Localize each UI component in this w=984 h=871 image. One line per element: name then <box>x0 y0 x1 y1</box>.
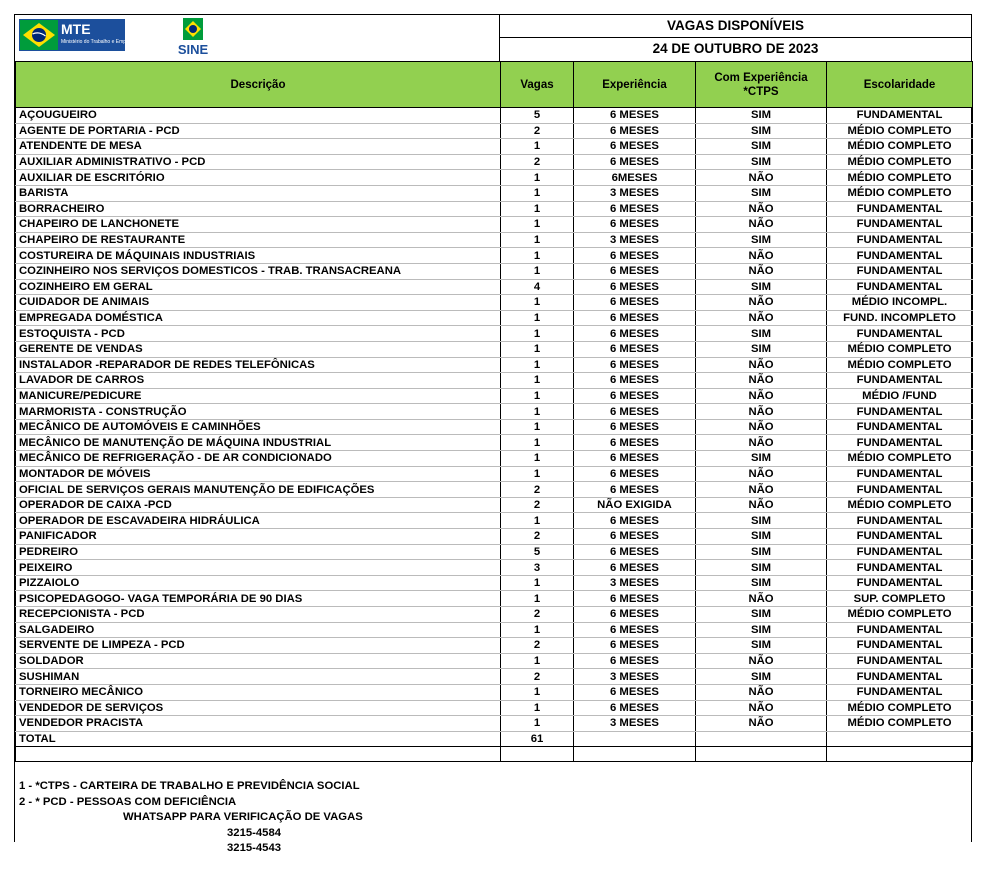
cell-experiencia: 6 MESES <box>574 607 696 623</box>
cell-escolaridade: MÉDIO COMPLETO <box>827 451 973 467</box>
cell-escolaridade: FUNDAMENTAL <box>827 248 973 264</box>
cell-experiencia: 6 MESES <box>574 700 696 716</box>
cell-descricao: VENDEDOR DE SERVIÇOS <box>16 700 501 716</box>
cell-ctps: NÃO <box>696 482 827 498</box>
table-row <box>16 700 973 716</box>
cell-experiencia: 6 MESES <box>574 622 696 638</box>
total-value: 61 <box>501 731 574 747</box>
footnotes <box>19 779 619 857</box>
cell-experiencia: 6 MESES <box>574 139 696 155</box>
cell-escolaridade: FUNDAMENTAL <box>827 684 973 700</box>
cell-escolaridade: MÉDIO COMPLETO <box>827 716 973 732</box>
cell-ctps: NÃO <box>696 373 827 389</box>
cell-experiencia: 6 MESES <box>574 684 696 700</box>
svg-text:Ministério do Trabalho e Empre: Ministério do Trabalho e Emprego <box>61 39 137 45</box>
cell-vagas: 5 <box>501 544 574 560</box>
cell-descricao: AUXILIAR ADMINISTRATIVO - PCD <box>16 154 501 170</box>
cell-ctps: SIM <box>696 544 827 560</box>
cell-experiencia: 6 MESES <box>574 341 696 357</box>
table-row <box>16 684 973 700</box>
cell-escolaridade: MÉDIO COMPLETO <box>827 139 973 155</box>
cell-escolaridade: MÉDIO /FUND <box>827 388 973 404</box>
cell-experiencia: 6 MESES <box>574 466 696 482</box>
table-row <box>16 279 973 295</box>
column-header-vagas: Vagas <box>501 62 574 108</box>
cell-experiencia: 6 MESES <box>574 544 696 560</box>
cell-escolaridade: FUNDAMENTAL <box>827 544 973 560</box>
cell-descricao: LAVADOR DE CARROS <box>16 373 501 389</box>
total-row <box>16 731 973 747</box>
cell-descricao: CUIDADOR DE ANIMAIS <box>16 295 501 311</box>
cell-experiencia: 6 MESES <box>574 108 696 124</box>
cell-escolaridade: FUNDAMENTAL <box>827 513 973 529</box>
cell-experiencia: 6 MESES <box>574 295 696 311</box>
cell-experiencia: 6 MESES <box>574 482 696 498</box>
cell-vagas: 3 <box>501 560 574 576</box>
cell-escolaridade: MÉDIO COMPLETO <box>827 123 973 139</box>
table-row <box>16 232 973 248</box>
sine-logo <box>169 17 217 57</box>
cell-ctps: NÃO <box>696 388 827 404</box>
cell-descricao: PEIXEIRO <box>16 560 501 576</box>
empty-cell <box>696 747 827 762</box>
cell-ctps: SIM <box>696 607 827 623</box>
cell-experiencia: 6 MESES <box>574 529 696 545</box>
cell-vagas: 1 <box>501 263 574 279</box>
cell-vagas: 4 <box>501 279 574 295</box>
cell-ctps: NÃO <box>696 419 827 435</box>
table-row <box>16 451 973 467</box>
cell-experiencia: 6 MESES <box>574 201 696 217</box>
cell-experiencia: 6 MESES <box>574 154 696 170</box>
cell-descricao: EMPREGADA DOMÉSTICA <box>16 310 501 326</box>
title-area <box>499 15 971 61</box>
column-header-ctps: Com Experiência *CTPS <box>696 62 827 108</box>
cell-vagas: 1 <box>501 139 574 155</box>
table-body <box>16 108 973 762</box>
cell-descricao: PANIFICADOR <box>16 529 501 545</box>
cell-ctps: SIM <box>696 451 827 467</box>
cell-ctps: NÃO <box>696 201 827 217</box>
cell-vagas: 1 <box>501 622 574 638</box>
cell-escolaridade: MÉDIO COMPLETO <box>827 154 973 170</box>
cell-vagas: 2 <box>501 638 574 654</box>
cell-descricao: PSICOPEDAGOGO- VAGA TEMPORÁRIA DE 90 DIAS <box>16 591 501 607</box>
cell-experiencia: 3 MESES <box>574 232 696 248</box>
cell-vagas: 2 <box>501 607 574 623</box>
cell-vagas: 1 <box>501 513 574 529</box>
cell-ctps: NÃO <box>696 357 827 373</box>
cell-experiencia: 6 MESES <box>574 560 696 576</box>
vacancies-table <box>15 61 973 762</box>
cell-ctps: SIM <box>696 279 827 295</box>
cell-ctps: NÃO <box>696 170 827 186</box>
cell-vagas: 1 <box>501 435 574 451</box>
cell-descricao: GERENTE DE VENDAS <box>16 341 501 357</box>
table-row <box>16 560 973 576</box>
cell-ctps: NÃO <box>696 700 827 716</box>
table-row <box>16 544 973 560</box>
table-row <box>16 435 973 451</box>
cell-ctps: SIM <box>696 575 827 591</box>
cell-descricao: MECÂNICO DE MANUTENÇÃO DE MÁQUINA INDUSTRIAL <box>16 435 501 451</box>
cell-descricao: PIZZAIOLO <box>16 575 501 591</box>
cell-escolaridade: FUNDAMENTAL <box>827 653 973 669</box>
cell-descricao: PEDREIRO <box>16 544 501 560</box>
cell-escolaridade: FUNDAMENTAL <box>827 482 973 498</box>
table-row <box>16 326 973 342</box>
logo-area <box>15 15 499 61</box>
cell-vagas: 2 <box>501 482 574 498</box>
cell-escolaridade: FUNDAMENTAL <box>827 201 973 217</box>
cell-descricao: ESTOQUISTA - PCD <box>16 326 501 342</box>
empty-cell <box>501 747 574 762</box>
cell-escolaridade: FUNDAMENTAL <box>827 279 973 295</box>
cell-ctps: SIM <box>696 185 827 201</box>
cell-vagas: 1 <box>501 357 574 373</box>
cell-escolaridade: FUNDAMENTAL <box>827 466 973 482</box>
cell-ctps: NÃO <box>696 295 827 311</box>
cell-descricao: COSTUREIRA DE MÁQUINAIS INDUSTRIAIS <box>16 248 501 264</box>
phone-number: 3215-4543 <box>227 842 282 854</box>
cell-escolaridade: MÉDIO COMPLETO <box>827 700 973 716</box>
svg-text:SINE: SINE <box>177 42 209 57</box>
cell-descricao: MECÂNICO DE REFRIGERAÇÃO - DE AR CONDICIONADO <box>16 451 501 467</box>
cell-descricao: CHAPEIRO DE LANCHONETE <box>16 217 501 233</box>
cell-ctps: SIM <box>696 341 827 357</box>
table-row <box>16 529 973 545</box>
blank-row <box>16 747 973 762</box>
cell-experiencia: 3 MESES <box>574 185 696 201</box>
job-vacancies-sheet <box>14 14 972 854</box>
note-ctps: 1 - *CTPS - CARTEIRA DE TRABALHO E PREVIDÊNCIA SOCIAL <box>19 780 360 792</box>
cell-vagas: 1 <box>501 310 574 326</box>
cell-ctps: SIM <box>696 669 827 685</box>
column-header-escolaridade: Escolaridade <box>827 62 973 108</box>
empty-cell <box>574 747 696 762</box>
cell-experiencia: 3 MESES <box>574 669 696 685</box>
cell-ctps: NÃO <box>696 497 827 513</box>
header <box>15 15 971 61</box>
cell-escolaridade: FUNDAMENTAL <box>827 560 973 576</box>
table-row <box>16 170 973 186</box>
cell-vagas: 1 <box>501 466 574 482</box>
page-title: VAGAS DISPONÍVEIS <box>666 18 805 33</box>
cell-descricao: ATENDENTE DE MESA <box>16 139 501 155</box>
cell-ctps: SIM <box>696 232 827 248</box>
cell-descricao: OPERADOR DE CAIXA -PCD <box>16 497 501 513</box>
cell-escolaridade: FUNDAMENTAL <box>827 232 973 248</box>
cell-experiencia: 6 MESES <box>574 248 696 264</box>
cell-descricao: RECEPCIONISTA - PCD <box>16 607 501 623</box>
cell-ctps: SIM <box>696 154 827 170</box>
cell-descricao: COZINHEIRO NOS SERVIÇOS DOMESTICOS - TRAB. TRANSACREANA <box>16 263 501 279</box>
empty-cell <box>827 731 973 747</box>
cell-vagas: 1 <box>501 591 574 607</box>
cell-ctps: NÃO <box>696 716 827 732</box>
cell-descricao: SUSHIMAN <box>16 669 501 685</box>
cell-vagas: 2 <box>501 669 574 685</box>
table-row <box>16 669 973 685</box>
cell-descricao: AUXILIAR DE ESCRITÓRIO <box>16 170 501 186</box>
cell-vagas: 2 <box>501 529 574 545</box>
cell-descricao: SERVENTE DE LIMPEZA - PCD <box>16 638 501 654</box>
table-row <box>16 139 973 155</box>
cell-escolaridade: MÉDIO COMPLETO <box>827 185 973 201</box>
cell-descricao: BARISTA <box>16 185 501 201</box>
cell-vagas: 2 <box>501 497 574 513</box>
cell-descricao: AÇOUGUEIRO <box>16 108 501 124</box>
cell-escolaridade: FUNDAMENTAL <box>827 373 973 389</box>
cell-experiencia: 6 MESES <box>574 638 696 654</box>
total-label: TOTAL <box>16 731 501 747</box>
table-row <box>16 248 973 264</box>
table-row <box>16 154 973 170</box>
cell-vagas: 1 <box>501 653 574 669</box>
cell-experiencia: 6 MESES <box>574 419 696 435</box>
cell-descricao: AGENTE DE PORTARIA - PCD <box>16 123 501 139</box>
table-row <box>16 638 973 654</box>
cell-vagas: 1 <box>501 388 574 404</box>
cell-ctps: NÃO <box>696 248 827 264</box>
cell-vagas: 5 <box>501 108 574 124</box>
cell-vagas: 1 <box>501 373 574 389</box>
cell-vagas: 1 <box>501 170 574 186</box>
cell-ctps: NÃO <box>696 217 827 233</box>
cell-escolaridade: MÉDIO COMPLETO <box>827 357 973 373</box>
cell-escolaridade: MÉDIO COMPLETO <box>827 497 973 513</box>
cell-experiencia: 6 MESES <box>574 326 696 342</box>
cell-vagas: 1 <box>501 217 574 233</box>
cell-ctps: SIM <box>696 123 827 139</box>
cell-escolaridade: FUNDAMENTAL <box>827 575 973 591</box>
cell-ctps: SIM <box>696 560 827 576</box>
column-header-experiencia: Experiência <box>574 62 696 108</box>
table-row <box>16 497 973 513</box>
cell-experiencia: 3 MESES <box>574 575 696 591</box>
cell-descricao: OPERADOR DE ESCAVADEIRA HIDRÁULICA <box>16 513 501 529</box>
cell-descricao: TORNEIRO MECÂNICO <box>16 684 501 700</box>
cell-ctps: NÃO <box>696 435 827 451</box>
cell-experiencia: 6MESES <box>574 170 696 186</box>
table-row <box>16 217 973 233</box>
cell-experiencia: 6 MESES <box>574 279 696 295</box>
cell-experiencia: 6 MESES <box>574 591 696 607</box>
note-pcd: 2 - * PCD - PESSOAS COM DEFICIÊNCIA <box>19 795 237 808</box>
cell-vagas: 1 <box>501 575 574 591</box>
table-row <box>16 482 973 498</box>
table-row <box>16 123 973 139</box>
cell-experiencia: 6 MESES <box>574 513 696 529</box>
cell-escolaridade: MÉDIO COMPLETO <box>827 341 973 357</box>
cell-experiencia: 6 MESES <box>574 373 696 389</box>
cell-escolaridade: MÉDIO INCOMPL. <box>827 295 973 311</box>
cell-ctps: NÃO <box>696 653 827 669</box>
cell-ctps: SIM <box>696 513 827 529</box>
cell-experiencia: NÃO EXIGIDA <box>574 497 696 513</box>
cell-vagas: 1 <box>501 185 574 201</box>
table-row <box>16 295 973 311</box>
cell-escolaridade: MÉDIO COMPLETO <box>827 607 973 623</box>
cell-descricao: BORRACHEIRO <box>16 201 501 217</box>
cell-ctps: NÃO <box>696 404 827 420</box>
cell-escolaridade: FUNDAMENTAL <box>827 404 973 420</box>
cell-ctps: SIM <box>696 139 827 155</box>
cell-vagas: 1 <box>501 326 574 342</box>
cell-ctps: SIM <box>696 622 827 638</box>
table-row <box>16 653 973 669</box>
cell-vagas: 1 <box>501 341 574 357</box>
cell-vagas: 2 <box>501 123 574 139</box>
cell-escolaridade: MÉDIO COMPLETO <box>827 170 973 186</box>
cell-ctps: NÃO <box>696 263 827 279</box>
cell-ctps: NÃO <box>696 684 827 700</box>
cell-escolaridade: FUNDAMENTAL <box>827 622 973 638</box>
cell-ctps: SIM <box>696 529 827 545</box>
cell-descricao: MECÂNICO DE AUTOMÓVEIS E CAMINHÕES <box>16 419 501 435</box>
cell-vagas: 1 <box>501 451 574 467</box>
table-row <box>16 185 973 201</box>
cell-experiencia: 6 MESES <box>574 357 696 373</box>
cell-experiencia: 6 MESES <box>574 310 696 326</box>
table-row <box>16 388 973 404</box>
cell-vagas: 2 <box>501 154 574 170</box>
table-header-row <box>16 62 973 108</box>
cell-descricao: SOLDADOR <box>16 653 501 669</box>
cell-vagas: 1 <box>501 201 574 217</box>
cell-escolaridade: FUND. INCOMPLETO <box>827 310 973 326</box>
document-date: 24 DE OUTUBRO DE 2023 <box>500 37 971 60</box>
cell-descricao: MONTADOR DE MÓVEIS <box>16 466 501 482</box>
cell-descricao: CHAPEIRO DE RESTAURANTE <box>16 232 501 248</box>
empty-cell <box>696 731 827 747</box>
cell-ctps: NÃO <box>696 310 827 326</box>
table-row <box>16 373 973 389</box>
cell-experiencia: 6 MESES <box>574 388 696 404</box>
cell-experiencia: 3 MESES <box>574 716 696 732</box>
cell-ctps: NÃO <box>696 466 827 482</box>
cell-vagas: 1 <box>501 419 574 435</box>
cell-descricao: COZINHEIRO EM GERAL <box>16 279 501 295</box>
cell-ctps: NÃO <box>696 591 827 607</box>
table-row <box>16 466 973 482</box>
cell-experiencia: 6 MESES <box>574 653 696 669</box>
svg-text:MTE: MTE <box>61 21 91 37</box>
phone-number: 3215-4584 <box>227 826 282 839</box>
cell-escolaridade: FUNDAMENTAL <box>827 669 973 685</box>
cell-descricao: INSTALADOR -REPARADOR DE REDES TELEFÔNICAS <box>16 357 501 373</box>
cell-descricao: MARMORISTA - CONSTRUÇÃO <box>16 404 501 420</box>
table-row <box>16 607 973 623</box>
table-row <box>16 357 973 373</box>
cell-vagas: 1 <box>501 700 574 716</box>
table-row <box>16 591 973 607</box>
table-row <box>16 622 973 638</box>
cell-escolaridade: FUNDAMENTAL <box>827 529 973 545</box>
cell-escolaridade: FUNDAMENTAL <box>827 108 973 124</box>
cell-experiencia: 6 MESES <box>574 123 696 139</box>
table-row <box>16 310 973 326</box>
empty-cell <box>827 747 973 762</box>
cell-escolaridade: SUP. COMPLETO <box>827 591 973 607</box>
table-row <box>16 341 973 357</box>
cell-vagas: 1 <box>501 684 574 700</box>
cell-escolaridade: FUNDAMENTAL <box>827 263 973 279</box>
cell-vagas: 1 <box>501 716 574 732</box>
cell-ctps: SIM <box>696 638 827 654</box>
cell-experiencia: 6 MESES <box>574 263 696 279</box>
cell-escolaridade: FUNDAMENTAL <box>827 419 973 435</box>
cell-vagas: 1 <box>501 232 574 248</box>
column-header-descricao: Descrição <box>16 62 501 108</box>
cell-ctps: SIM <box>696 326 827 342</box>
cell-vagas: 1 <box>501 404 574 420</box>
whatsapp-label: WHATSAPP PARA VERIFICAÇÃO DE VAGAS <box>123 811 363 823</box>
cell-descricao: SALGADEIRO <box>16 622 501 638</box>
table-row <box>16 404 973 420</box>
cell-escolaridade: FUNDAMENTAL <box>827 217 973 233</box>
cell-vagas: 1 <box>501 295 574 311</box>
cell-descricao: OFICIAL DE SERVIÇOS GERAIS MANUTENÇÃO DE EDIFICAÇÕES <box>16 482 501 498</box>
cell-ctps: SIM <box>696 108 827 124</box>
cell-vagas: 1 <box>501 248 574 264</box>
cell-escolaridade: FUNDAMENTAL <box>827 638 973 654</box>
cell-descricao: VENDEDOR PRACISTA <box>16 716 501 732</box>
cell-escolaridade: FUNDAMENTAL <box>827 435 973 451</box>
cell-escolaridade: FUNDAMENTAL <box>827 326 973 342</box>
table-row <box>16 513 973 529</box>
table-row <box>16 716 973 732</box>
mte-logo <box>19 19 137 51</box>
table-row <box>16 419 973 435</box>
cell-experiencia: 6 MESES <box>574 435 696 451</box>
table-row <box>16 575 973 591</box>
empty-cell <box>16 747 501 762</box>
table-row <box>16 108 973 124</box>
empty-cell <box>574 731 696 747</box>
cell-experiencia: 6 MESES <box>574 404 696 420</box>
cell-experiencia: 6 MESES <box>574 217 696 233</box>
cell-descricao: MANICURE/PEDICURE <box>16 388 501 404</box>
cell-experiencia: 6 MESES <box>574 451 696 467</box>
table-row <box>16 263 973 279</box>
table-row <box>16 201 973 217</box>
